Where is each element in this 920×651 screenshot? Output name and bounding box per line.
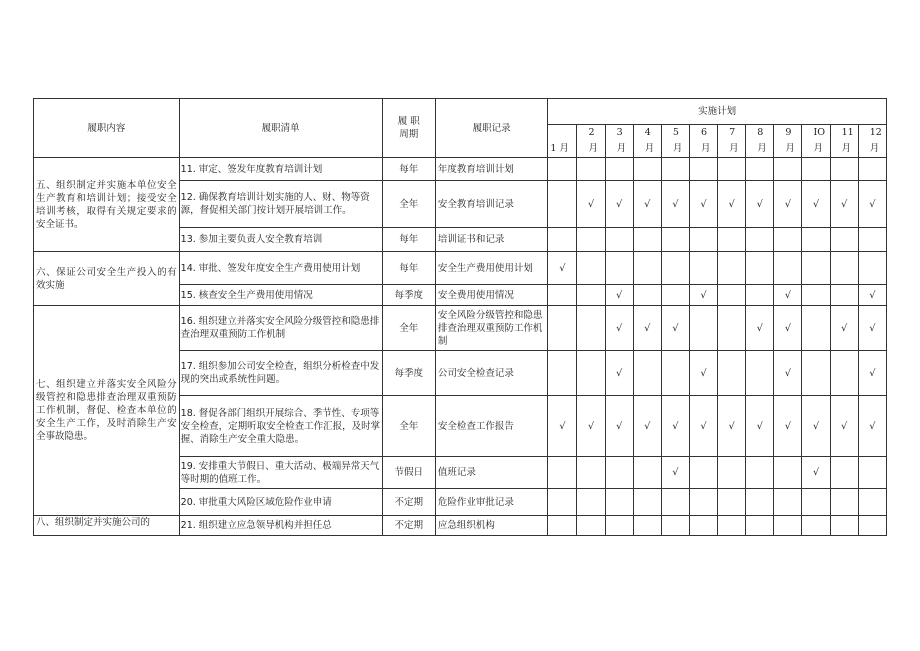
check-cell — [830, 285, 858, 306]
check-cell: √ — [577, 396, 605, 457]
check-cell: √ — [858, 306, 886, 351]
month-number: 7 — [729, 127, 736, 138]
check-cell — [633, 285, 661, 306]
record-cell: 培训证书和记录 — [435, 228, 548, 252]
check-cell: √ — [858, 285, 886, 306]
check-cell: √ — [661, 181, 689, 228]
check-cell — [802, 285, 830, 306]
month-unit: 月 — [672, 143, 683, 154]
check-cell — [577, 252, 605, 285]
period-cell: 全年 — [382, 181, 435, 228]
check-cell — [746, 252, 774, 285]
check-cell — [718, 252, 746, 285]
table-row — [34, 516, 887, 536]
check-cell — [577, 489, 605, 516]
table-row — [34, 252, 887, 285]
check-cell — [858, 158, 886, 181]
check-cell — [548, 306, 577, 351]
check-cell — [746, 228, 774, 252]
check-cell — [633, 516, 661, 536]
check-cell — [774, 228, 802, 252]
month-header — [661, 125, 689, 158]
month-unit: 月 — [785, 143, 795, 154]
check-cell: √ — [746, 306, 774, 351]
check-cell — [661, 516, 689, 536]
check-cell — [718, 158, 746, 181]
month-number: 11 — [841, 127, 854, 138]
check-cell — [548, 181, 577, 228]
check-cell — [661, 228, 689, 252]
check-cell: √ — [858, 396, 886, 457]
check-cell — [802, 351, 830, 396]
check-cell — [689, 489, 717, 516]
duty-cell: 八、组织制定并实施公司的 — [34, 516, 180, 536]
period-cell: 节假日 — [382, 457, 435, 489]
check-cell — [577, 228, 605, 252]
check-cell — [661, 285, 689, 306]
period-cell: 每季度 — [382, 285, 435, 306]
record-cell: 值班记录 — [435, 457, 548, 489]
check-cell: √ — [802, 181, 830, 228]
period-cell: 不定期 — [382, 489, 435, 516]
check-cell: √ — [689, 285, 717, 306]
item-cell: 12. 确保教育培训计划实施的人、财、物等资源，督促相关部门按计划开展培训工作。 — [179, 181, 382, 228]
check-cell — [746, 285, 774, 306]
check-cell — [605, 457, 633, 489]
month-number: 4 — [644, 127, 651, 138]
period-cell: 全年 — [382, 396, 435, 457]
month-unit: 月 — [813, 143, 823, 154]
check-cell — [802, 252, 830, 285]
month-number: 5 — [672, 127, 679, 138]
check-cell — [746, 351, 774, 396]
month-header — [746, 125, 774, 158]
check-cell — [718, 489, 746, 516]
period-cell: 每季度 — [382, 351, 435, 396]
check-cell: √ — [633, 181, 661, 228]
month-header — [689, 125, 717, 158]
check-cell — [774, 252, 802, 285]
check-cell: √ — [746, 181, 774, 228]
check-cell — [633, 489, 661, 516]
check-cell: √ — [548, 252, 577, 285]
check-cell — [858, 252, 886, 285]
check-cell: √ — [774, 351, 802, 396]
item-cell: 19. 安排重大节假日、重大活动、极端异常天气等时期的值班工作。 — [179, 457, 382, 489]
check-cell: √ — [633, 396, 661, 457]
check-cell — [718, 285, 746, 306]
record-cell: 安全费用使用情况 — [435, 285, 548, 306]
check-cell — [548, 285, 577, 306]
period-cell: 每年 — [382, 252, 435, 285]
month-header — [830, 125, 858, 158]
check-cell — [689, 516, 717, 536]
month-header — [718, 125, 746, 158]
duty-cell: 七、组织建立并落实安全风险分级管控和隐患排查治理双重预防工作机制，督促、检查本单位的安全生产工作，及时消除生产安全事故隐患。 — [34, 306, 180, 516]
check-cell — [548, 158, 577, 181]
check-cell: √ — [746, 396, 774, 457]
check-cell — [689, 158, 717, 181]
month-number: 3 — [616, 127, 623, 138]
check-cell — [858, 457, 886, 489]
month-number: 9 — [785, 127, 792, 138]
record-cell: 安全教育培训记录 — [435, 181, 548, 228]
check-cell — [830, 516, 858, 536]
month-header — [774, 125, 802, 158]
check-cell — [577, 285, 605, 306]
check-cell: √ — [661, 396, 689, 457]
check-cell — [548, 457, 577, 489]
month-unit: 月 — [616, 143, 627, 154]
period-cell: 每年 — [382, 228, 435, 252]
item-cell: 17. 组织参加公司安全检查，组织分析检查中发现的突出或系统性问题。 — [179, 351, 382, 396]
check-cell — [718, 457, 746, 489]
period-cell: 不定期 — [382, 516, 435, 536]
month-header — [633, 125, 661, 158]
check-cell: √ — [577, 181, 605, 228]
check-cell — [746, 158, 774, 181]
month-number: 8 — [757, 127, 764, 138]
check-cell — [718, 228, 746, 252]
period-cell: 每年 — [382, 158, 435, 181]
check-cell — [633, 228, 661, 252]
item-cell: 20. 审批重大风险区域危险作业申请 — [179, 489, 382, 516]
check-cell: √ — [689, 396, 717, 457]
check-cell — [661, 351, 689, 396]
month-unit: 月 — [841, 143, 852, 154]
month-header — [858, 125, 886, 158]
check-cell — [548, 516, 577, 536]
check-cell: √ — [858, 351, 886, 396]
check-cell — [746, 489, 774, 516]
item-cell: 18. 督促各部门组织开展综合、季节性、专项等安全检查，定期听取安全检查工作汇报，及时掌握、消除生产安全重大隐患。 — [179, 396, 382, 457]
check-cell: √ — [661, 306, 689, 351]
period-cell: 全年 — [382, 306, 435, 351]
check-cell — [605, 252, 633, 285]
header-record: 履职记录 — [435, 99, 548, 158]
check-cell — [718, 516, 746, 536]
month-header — [802, 125, 830, 158]
record-cell: 安全生产费用使用计划 — [435, 252, 548, 285]
item-cell: 13. 参加主要负责人安全教育培训 — [179, 228, 382, 252]
check-cell — [661, 489, 689, 516]
item-cell: 21. 组织建立应急领导机构并担任总 — [179, 516, 382, 536]
record-cell: 危险作业审批记录 — [435, 489, 548, 516]
check-cell: √ — [718, 396, 746, 457]
check-cell: √ — [830, 181, 858, 228]
check-cell: √ — [689, 181, 717, 228]
record-cell: 公司安全检查记录 — [435, 351, 548, 396]
check-cell — [577, 351, 605, 396]
table-row — [34, 306, 887, 351]
item-cell: 15. 核查安全生产费用使用情况 — [179, 285, 382, 306]
header-plan: 实施计划 — [548, 99, 887, 125]
check-cell — [774, 489, 802, 516]
check-cell — [577, 457, 605, 489]
duty-cell: 六、保证公司安全生产投入的有效实施 — [34, 252, 180, 306]
check-cell — [774, 457, 802, 489]
check-cell: √ — [605, 181, 633, 228]
check-cell: √ — [774, 306, 802, 351]
record-cell: 安全检查工作报告 — [435, 396, 548, 457]
month-unit: 月 — [869, 143, 880, 154]
check-cell — [746, 457, 774, 489]
check-cell: √ — [858, 181, 886, 228]
check-cell — [830, 351, 858, 396]
header-duty: 履职内容 — [34, 99, 180, 158]
check-cell — [858, 489, 886, 516]
item-cell: 14. 审批、签发年度安全生产费用使用计划 — [179, 252, 382, 285]
month-header — [605, 125, 633, 158]
duty-plan-table — [33, 98, 887, 536]
check-cell: √ — [774, 181, 802, 228]
month-header — [548, 125, 577, 158]
check-cell — [633, 252, 661, 285]
month-unit: 1 月 — [550, 143, 569, 154]
table-row — [34, 158, 887, 181]
check-cell — [548, 351, 577, 396]
check-cell — [858, 228, 886, 252]
check-cell — [577, 306, 605, 351]
record-cell: 应急组织机构 — [435, 516, 548, 536]
check-cell — [774, 516, 802, 536]
check-cell — [605, 158, 633, 181]
check-cell: √ — [718, 181, 746, 228]
check-cell — [802, 158, 830, 181]
check-cell — [605, 516, 633, 536]
month-unit: 月 — [644, 143, 655, 154]
check-cell: √ — [661, 457, 689, 489]
check-cell: √ — [548, 396, 577, 457]
check-cell — [605, 489, 633, 516]
check-cell — [577, 516, 605, 536]
check-cell — [802, 306, 830, 351]
record-cell: 安全风险分级管控和隐患排查治理双重预防工作机制 — [435, 306, 548, 351]
check-cell — [689, 306, 717, 351]
month-number: 2 — [588, 127, 595, 138]
check-cell — [548, 228, 577, 252]
check-cell — [577, 158, 605, 181]
month-header — [577, 125, 605, 158]
check-cell — [774, 158, 802, 181]
check-cell — [830, 228, 858, 252]
check-cell — [830, 252, 858, 285]
check-cell: √ — [802, 457, 830, 489]
check-cell: √ — [774, 396, 802, 457]
month-number: 12 — [869, 127, 882, 138]
check-cell: √ — [802, 396, 830, 457]
item-cell: 11. 审定、签发年度教育培训计划 — [179, 158, 382, 181]
duty-cell: 五、组织制定并实施本单位安全生产教育和培训计划；接受安全培训考核，取得有关规定要求的安全证书。 — [34, 158, 180, 252]
check-cell — [858, 516, 886, 536]
header-period-line2: 周期 — [399, 129, 419, 140]
check-cell: √ — [774, 285, 802, 306]
check-cell — [830, 457, 858, 489]
header-period — [382, 99, 435, 158]
month-unit: 月 — [729, 143, 739, 154]
header-list: 履职清单 — [179, 99, 382, 158]
check-cell — [661, 158, 689, 181]
check-cell — [633, 457, 661, 489]
check-cell — [746, 516, 774, 536]
check-cell: √ — [605, 351, 633, 396]
check-cell — [718, 351, 746, 396]
check-cell — [830, 158, 858, 181]
header-period-line1: 履 职 — [397, 116, 420, 127]
check-cell — [605, 228, 633, 252]
check-cell: √ — [605, 285, 633, 306]
check-cell: √ — [605, 396, 633, 457]
item-cell: 16. 组织建立并落实安全风险分级管控和隐患排查治理双重预防工作机制 — [179, 306, 382, 351]
check-cell — [633, 158, 661, 181]
check-cell: √ — [689, 351, 717, 396]
check-cell — [718, 306, 746, 351]
month-unit: 月 — [700, 143, 711, 154]
month-number: IO — [813, 127, 826, 138]
check-cell — [802, 228, 830, 252]
check-cell: √ — [605, 306, 633, 351]
check-cell — [548, 489, 577, 516]
month-unit: 月 — [588, 143, 598, 154]
check-cell — [830, 489, 858, 516]
check-cell — [802, 489, 830, 516]
check-cell: √ — [633, 306, 661, 351]
month-unit: 月 — [757, 143, 767, 154]
record-cell: 年度教育培训计划 — [435, 158, 548, 181]
check-cell — [633, 351, 661, 396]
check-cell: √ — [830, 306, 858, 351]
month-number: 6 — [700, 127, 708, 138]
check-cell: √ — [830, 396, 858, 457]
check-cell — [802, 516, 830, 536]
check-cell — [689, 252, 717, 285]
check-cell — [689, 228, 717, 252]
check-cell — [689, 457, 717, 489]
check-cell — [661, 252, 689, 285]
